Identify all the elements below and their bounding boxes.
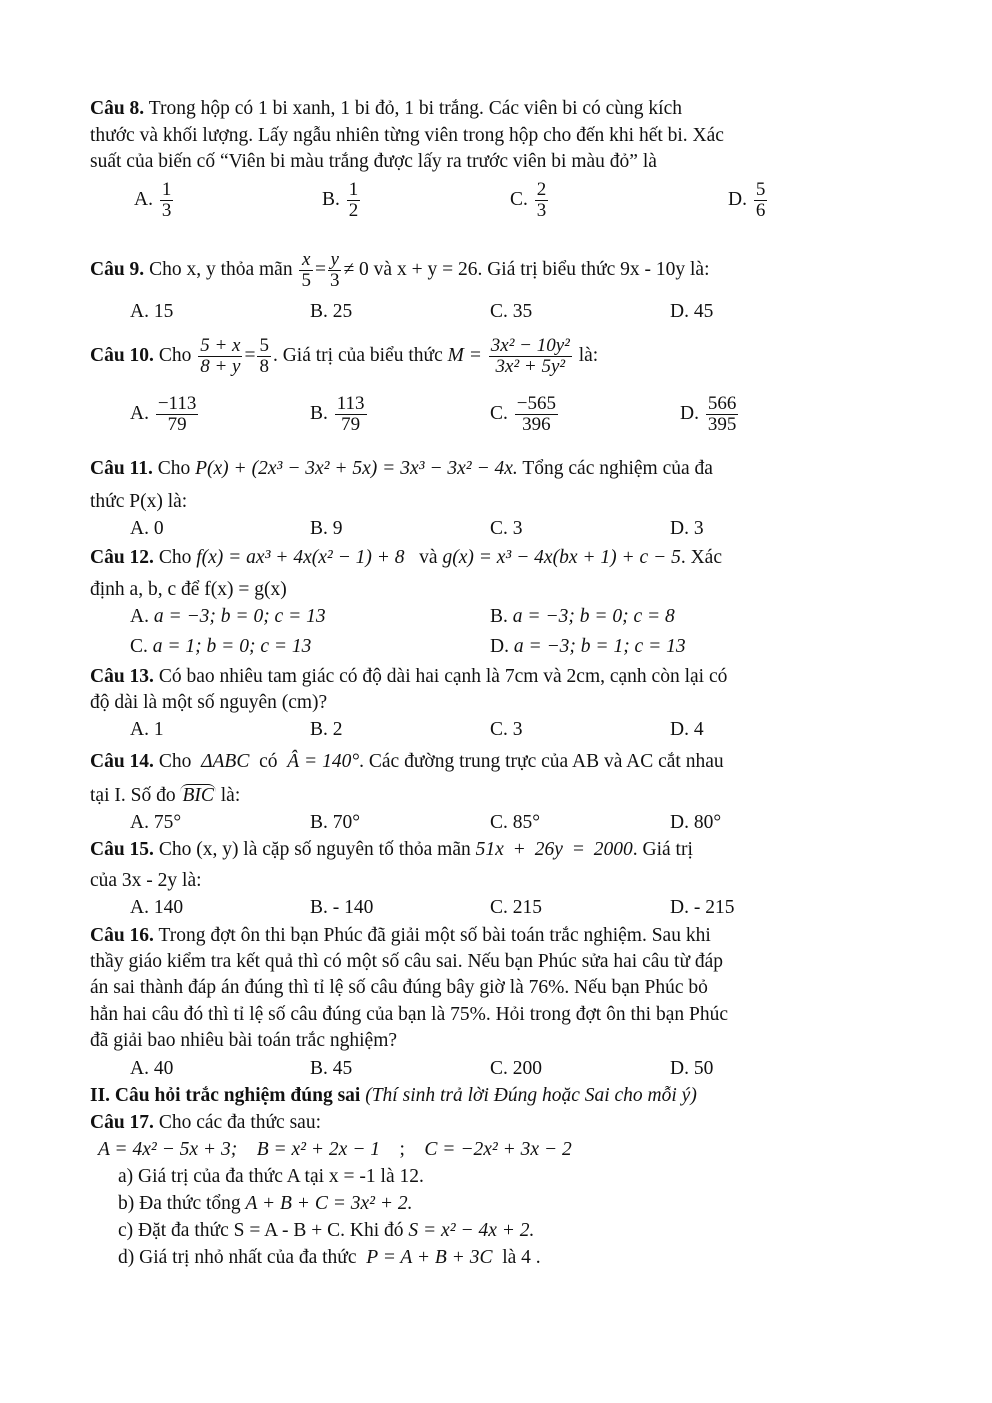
q8-line2: thước và khối lượng. Lấy ngẫu nhiên từng viên trong hộp cho đến khi hết bi. Xác — [90, 125, 724, 146]
q14-line2b: là: — [220, 785, 241, 806]
q10-option-c — [490, 394, 560, 435]
q9-label: Câu 9. — [90, 259, 145, 280]
fraction — [347, 180, 361, 221]
q16-line2: thầy giáo kiểm tra kết quả thì có một số câu sai. Nếu bạn Phúc sửa hai câu từ đáp — [90, 951, 724, 972]
statement-text: d) Giá trị nhỏ nhất của đa thức — [118, 1247, 357, 1268]
section-2-title: II. Câu hỏi trắc nghiệm đúng sai — [90, 1085, 361, 1106]
poly-b: B = x² + 2x − 1 — [256, 1139, 380, 1160]
denominator: 3 — [161, 200, 172, 221]
q12-pre: Cho — [158, 547, 192, 568]
q12-g: g(x) = x³ − 4x(bx + 1) + c − 5 — [442, 547, 681, 568]
q14-line2a: tại I. Số đo — [90, 785, 176, 806]
numerator: 5 + x — [200, 335, 241, 357]
q12-and: và — [419, 547, 438, 568]
q15-pre: Cho (x, y) là cặp số nguyên tố thỏa mãn — [158, 839, 471, 860]
denominator: 395 — [707, 414, 737, 435]
q12-option-d — [490, 635, 686, 659]
q9-line1 — [90, 246, 710, 294]
q14-co: có — [259, 751, 278, 772]
q16-line5: đã giải bao nhiêu bài toán trắc nghiệm? — [90, 1030, 398, 1051]
numerator: 1 — [161, 179, 172, 200]
denominator: 6 — [755, 200, 766, 221]
q9-option-c: C. 35 — [490, 301, 533, 322]
q13-text1: Có bao nhiêu tam giác có độ dài hai cạnh là 7cm và 2cm, cạnh còn lại có — [158, 666, 728, 687]
numerator: 113 — [336, 393, 365, 414]
q13-line1 — [90, 665, 727, 689]
q15-post: . Giá trị — [632, 839, 693, 860]
q8-line3: suất của biến cố “Viên bi màu trắng được lấy ra trước viên bi màu đỏ” là — [90, 151, 657, 172]
q11-line1 — [90, 457, 713, 481]
q16-option-a: A. 40 — [130, 1058, 174, 1079]
q14-triangle: ΔABC — [201, 751, 250, 772]
q10-option-b — [310, 394, 369, 435]
poly-a: A = 4x² − 5x + 3; — [98, 1139, 238, 1160]
q14-post: . Các đường trung trực của AB và AC cắt nhau — [359, 751, 724, 772]
q12-line2: định a, b, c để f(x) = g(x) — [90, 579, 287, 600]
numerator: 5 — [755, 179, 766, 200]
denominator: 396 — [522, 414, 551, 435]
option-letter: D. — [728, 188, 747, 210]
q17-label: Câu 17. — [90, 1112, 154, 1133]
q10-option-d — [680, 394, 740, 435]
section-2-heading — [90, 1084, 697, 1108]
q11-expr: P(x) + (2x³ − 3x² + 5x) = 3x³ − 3x² − 4x. — [195, 458, 518, 479]
numerator: y — [330, 249, 339, 271]
denominator: 3 — [536, 200, 547, 221]
q12-line1 — [90, 546, 722, 570]
option-letter: D. — [680, 402, 699, 424]
q12-label: Câu 12. — [90, 547, 154, 568]
q9-option-a: A. 15 — [130, 301, 174, 322]
numerator: −113 — [157, 393, 197, 414]
q8-line1 — [90, 97, 682, 121]
q15-label: Câu 15. — [90, 839, 154, 860]
fraction — [198, 336, 242, 377]
q14-angle: Â = 140° — [287, 751, 360, 772]
fraction — [489, 336, 572, 377]
q14-option-c: C. 85° — [490, 812, 541, 833]
q16-label: Câu 16. — [90, 925, 154, 946]
q11-line2: thức P(x) là: — [90, 491, 188, 512]
fraction — [335, 394, 367, 435]
q13-label: Câu 13. — [90, 666, 154, 687]
option-letter: D. — [490, 636, 509, 657]
q8-option-c — [510, 180, 550, 221]
q12-option-c — [130, 635, 311, 659]
q11-option-b: B. 9 — [310, 518, 343, 539]
q9-post: và x + y = 26. Giá trị biểu thức 9x - 10y là: — [373, 259, 710, 280]
denominator: 79 — [167, 414, 187, 435]
q8-option-a — [134, 180, 175, 221]
statement-expr: P = A + B + 3C — [366, 1247, 493, 1268]
fraction — [160, 180, 174, 221]
q17-text: Cho các đa thức sau: — [158, 1112, 321, 1133]
q10-mid: Giá trị của biểu thức — [282, 345, 443, 366]
fraction — [515, 394, 558, 435]
option-letter: B. — [310, 402, 328, 424]
denominator: 2 — [348, 200, 359, 221]
q9-pre: Cho x, y thỏa mãn — [149, 259, 293, 280]
statement-expr: S = x² − 4x + 2. — [408, 1220, 535, 1241]
q15-line1 — [90, 838, 693, 862]
numerator: −565 — [516, 393, 556, 414]
q14-bic-arc: BIC — [182, 785, 214, 806]
q11-option-a: A. 0 — [130, 518, 164, 539]
q15-line2: của 3x - 2y là: — [90, 870, 202, 891]
q15-option-b: B. - 140 — [310, 897, 374, 918]
q15-equation: 51x + 26y = 2000 — [475, 839, 633, 860]
option-value: a = −3; b = 1; c = 13 — [513, 636, 686, 657]
denominator: 8 — [259, 356, 269, 378]
fraction — [706, 394, 739, 435]
equals-sign: = — [244, 345, 256, 366]
q14-label: Câu 14. — [90, 751, 154, 772]
m-label: M = — [447, 345, 482, 366]
denominator: 5 — [301, 270, 311, 292]
q9-option-b: B. 25 — [310, 301, 353, 322]
q10-post: là: — [578, 345, 599, 366]
option-letter: C. — [490, 402, 508, 424]
q11-label: Câu 11. — [90, 458, 153, 479]
q14-pre: Cho — [158, 751, 192, 772]
q17-statement-c — [118, 1219, 534, 1243]
q14-option-d: D. 80° — [670, 812, 722, 833]
q13-option-b: B. 2 — [310, 719, 343, 740]
option-letter: A. — [130, 606, 149, 627]
poly-separator: ; — [399, 1139, 405, 1160]
numerator: x — [302, 249, 311, 271]
fraction — [754, 180, 768, 221]
option-letter: C. — [510, 188, 528, 210]
q11-option-d: D. 3 — [670, 518, 704, 539]
option-value: a = −3; b = 0; c = 8 — [512, 606, 675, 627]
q17-statement-a: a) Giá trị của đa thức A tại x = -1 là 12. — [118, 1166, 424, 1187]
q10-pre: Cho — [158, 345, 192, 366]
q14-line2 — [90, 784, 240, 808]
q16-line1 — [90, 924, 711, 948]
q10-line1 — [90, 332, 598, 380]
fraction — [328, 250, 342, 291]
section-2-note: (Thí sinh trả lời Đúng hoặc Sai cho mỗi ý) — [365, 1085, 697, 1106]
q8-label: Câu 8. — [90, 98, 145, 119]
q10-label: Câu 10. — [90, 345, 154, 366]
q15-option-d: D. - 215 — [670, 897, 735, 918]
fraction — [156, 394, 199, 435]
statement-end: là 4 . — [502, 1247, 541, 1268]
q11-option-c: C. 3 — [490, 518, 523, 539]
q9-option-d: D. 45 — [670, 301, 714, 322]
option-letter: B. — [322, 188, 340, 210]
q15-option-c: C. 215 — [490, 897, 543, 918]
q11-pre: Cho — [157, 458, 191, 479]
q11-post: Tổng các nghiệm của đa — [522, 458, 713, 479]
q14-option-b: B. 70° — [310, 812, 361, 833]
denominator: 3x² + 5y² — [495, 356, 566, 378]
q16-line3: án sai thành đáp án đúng thì tỉ lệ số câu đúng bây giờ là 76%. Nếu bạn Phúc bỏ — [90, 977, 708, 998]
option-letter: B. — [490, 606, 508, 627]
q16-option-b: B. 45 — [310, 1058, 353, 1079]
period: . — [272, 345, 278, 366]
q8-option-d — [728, 180, 769, 221]
numerator: 566 — [707, 393, 737, 414]
option-letter: C. — [130, 636, 148, 657]
option-value: a = −3; b = 0; c = 13 — [153, 606, 326, 627]
q12-option-b — [490, 605, 675, 629]
q12-f: f(x) = ax³ + 4x(x² − 1) + 8 — [196, 547, 405, 568]
q16-option-c: C. 200 — [490, 1058, 543, 1079]
q13-option-c: C. 3 — [490, 719, 523, 740]
statement-text: b) Đa thức tổng — [118, 1193, 241, 1214]
q16-text1: Trong đợt ôn thi bạn Phúc đã giải một số bài toán trắc nghiệm. Sau khi — [158, 925, 711, 946]
q10-option-a — [130, 394, 200, 435]
q13-line2: độ dài là một số nguyên (cm)? — [90, 692, 328, 713]
fraction — [257, 336, 271, 377]
q16-line4: hẳn hai câu đó thì tỉ lệ số câu đúng của bạn là 75%. Hỏi trong đợt ôn thi bạn Phúc — [90, 1004, 728, 1025]
denominator: 3 — [329, 270, 340, 292]
q17-line1 — [90, 1111, 321, 1135]
q8-option-b — [322, 180, 362, 221]
option-value: a = 1; b = 0; c = 13 — [152, 636, 312, 657]
numerator: 5 — [259, 335, 269, 357]
option-letter: A. — [134, 188, 153, 210]
denominator: 79 — [341, 414, 361, 435]
numerator: 3x² − 10y² — [490, 335, 570, 357]
fraction — [299, 250, 313, 291]
option-letter: A. — [130, 402, 149, 424]
statement-expr: A + B + C = 3x² + 2. — [245, 1193, 413, 1214]
numerator: 2 — [536, 179, 547, 200]
q17-statement-b — [118, 1192, 413, 1216]
q13-option-d: D. 4 — [670, 719, 704, 740]
not-equal-zero: ≠ 0 — [343, 259, 369, 280]
q15-option-a: A. 140 — [130, 897, 184, 918]
q14-option-a: A. 75° — [130, 812, 182, 833]
equals-sign: = — [314, 259, 326, 280]
q17-statement-d — [118, 1246, 541, 1270]
q12-post: . Xác — [680, 547, 722, 568]
numerator: 1 — [348, 179, 359, 200]
q12-option-a — [130, 605, 326, 629]
poly-c: C = −2x² + 3x − 2 — [424, 1139, 572, 1160]
denominator: 8 + y — [200, 356, 241, 378]
q17-polynomials — [98, 1138, 572, 1162]
q14-line1 — [90, 750, 724, 774]
statement-text: c) Đặt đa thức S = A - B + C. Khi đó — [118, 1220, 404, 1241]
q8-text1: Trong hộp có 1 bi xanh, 1 bi đỏ, 1 bi trắng. Các viên bi có cùng kích — [148, 98, 683, 119]
fraction — [535, 180, 549, 221]
q16-option-d: D. 50 — [670, 1058, 714, 1079]
q13-option-a: A. 1 — [130, 719, 164, 740]
